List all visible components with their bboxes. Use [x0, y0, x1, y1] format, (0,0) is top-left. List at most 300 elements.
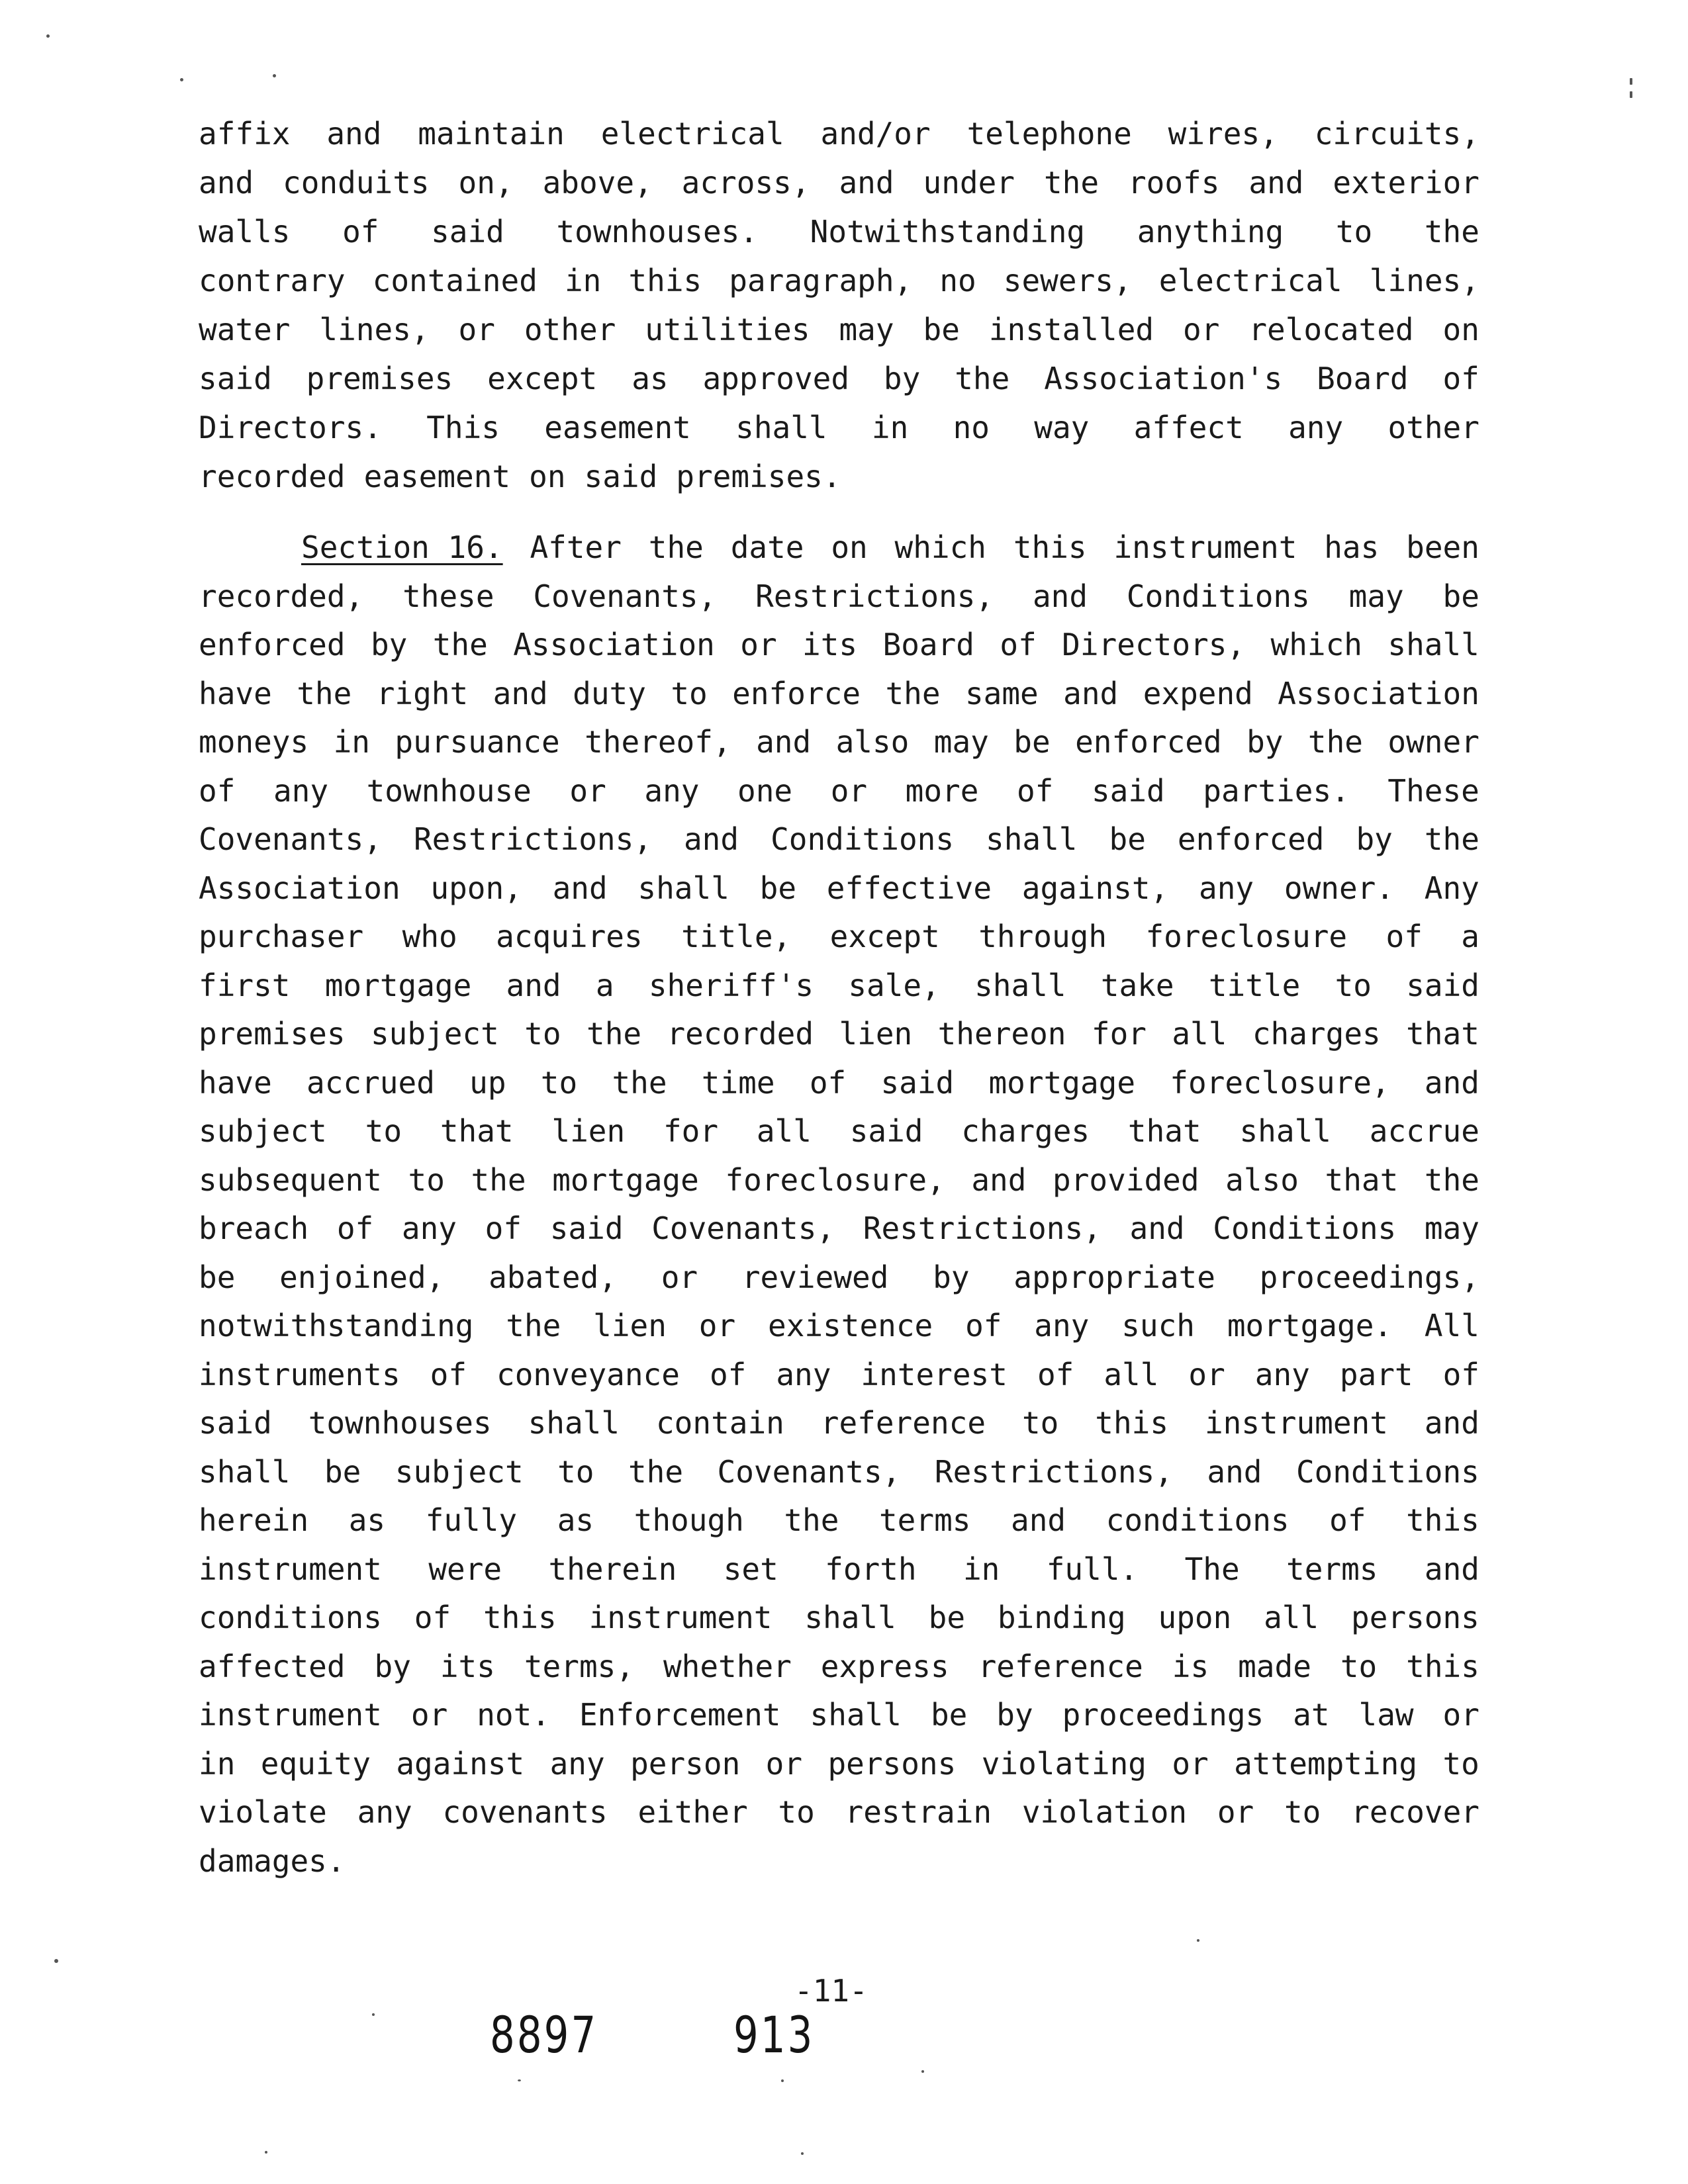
word: at [1293, 1697, 1330, 1733]
word: recorded [667, 1016, 814, 1052]
scan-speck [921, 2070, 924, 2073]
word: reviewed [741, 1259, 889, 1295]
word: and [552, 870, 608, 906]
word: walls [199, 214, 291, 250]
word: Restrictions, [755, 578, 994, 614]
word: the [1424, 1161, 1479, 1198]
word: may [839, 312, 894, 347]
word: instrument [1113, 529, 1297, 565]
word: effective [826, 870, 992, 906]
text-line [199, 403, 1479, 452]
word: full. [1046, 1551, 1139, 1587]
text-line [199, 1788, 1479, 1837]
word: of [430, 1356, 467, 1392]
text-line [199, 912, 1479, 961]
word: all [1172, 1016, 1227, 1052]
word: All [1424, 1308, 1479, 1343]
word: persons [827, 1745, 957, 1782]
word: all [1264, 1600, 1319, 1635]
word: and [839, 165, 894, 201]
word: utilities [645, 312, 810, 347]
word: any [1199, 870, 1254, 906]
word: to [1442, 1745, 1479, 1782]
word: in [564, 263, 602, 298]
word: a [595, 967, 614, 1003]
word: by [1246, 724, 1284, 760]
word: equity [260, 1745, 371, 1782]
word: first [199, 967, 291, 1003]
word: shall [735, 410, 827, 445]
word: conduits [283, 165, 430, 201]
word: for [1091, 1016, 1147, 1052]
word: subject [199, 1113, 327, 1149]
word: Directors. [199, 410, 382, 445]
word: who [402, 919, 457, 954]
word: mortgage [988, 1064, 1136, 1101]
word: Board [1317, 361, 1409, 396]
text-line [301, 523, 1479, 572]
word: premises [199, 1016, 346, 1052]
word: said [584, 459, 658, 494]
word: of [199, 772, 236, 809]
scan-speck [265, 2151, 267, 2154]
word: therein [548, 1551, 677, 1587]
word: and [1424, 1064, 1479, 1101]
word: the [297, 675, 352, 711]
text-line [199, 256, 1479, 305]
recording-page-number: 913 [733, 2005, 815, 2064]
word: owner. [1284, 870, 1395, 906]
word: Any [1424, 870, 1479, 906]
word: parties. [1203, 772, 1350, 809]
word: owner [1387, 724, 1479, 760]
word: Association [1278, 675, 1479, 711]
word: expend [1143, 675, 1253, 711]
word: electrical [600, 116, 784, 152]
word: appropriate [1013, 1259, 1215, 1295]
word: or [458, 312, 495, 347]
text-line [199, 1253, 1479, 1302]
word: exterior [1333, 165, 1479, 201]
text-line [199, 766, 1479, 815]
word: attempting [1234, 1745, 1418, 1782]
word: also [835, 724, 910, 760]
word: be [1109, 821, 1146, 857]
word: the [885, 675, 941, 711]
word: the [955, 361, 1010, 396]
word: law [1358, 1697, 1414, 1733]
word: of [1385, 919, 1423, 954]
word: any [1254, 1356, 1310, 1392]
word: any [549, 1745, 605, 1782]
word: After [530, 529, 622, 565]
word: and [1207, 1453, 1262, 1490]
word: title, [681, 919, 792, 954]
word: affected [199, 1648, 346, 1684]
word: easement [363, 459, 511, 494]
word: as [557, 1502, 594, 1538]
word: Restrictions, [934, 1453, 1173, 1490]
word: to [540, 1064, 578, 1101]
text-line [199, 1545, 1479, 1594]
word: by [883, 361, 921, 396]
recording-book-number: 8897 [490, 2005, 598, 2064]
word: express [820, 1648, 949, 1684]
word: of [965, 1308, 1002, 1343]
word: not. [477, 1697, 550, 1733]
word: by [996, 1697, 1033, 1733]
word: no [939, 263, 976, 298]
text-line [199, 452, 1479, 501]
word: Board [882, 627, 974, 662]
word: terms [878, 1502, 971, 1538]
word: Association's [1044, 361, 1283, 396]
word: acquires [496, 919, 643, 954]
word: relocated [1248, 312, 1414, 347]
word: violation [1021, 1794, 1188, 1830]
word: reference [820, 1405, 986, 1441]
word: has [1324, 529, 1380, 565]
scan-speck [1630, 78, 1632, 85]
text-line [199, 1107, 1479, 1156]
word: violating [981, 1745, 1147, 1782]
word: Association [199, 870, 400, 906]
word: in [199, 1745, 236, 1782]
text-line [199, 1204, 1479, 1253]
word: or [569, 772, 606, 809]
word: and [1424, 1551, 1479, 1587]
word: the [648, 529, 704, 565]
word: contained [372, 263, 538, 298]
word: also [1225, 1161, 1299, 1198]
word: lien [551, 1113, 626, 1149]
word: of [414, 1600, 451, 1635]
word: or [765, 1745, 803, 1782]
word: to [365, 1113, 402, 1149]
word: the [1424, 821, 1479, 857]
word: on, [458, 165, 514, 201]
word: as [632, 361, 669, 396]
word: on [529, 459, 566, 494]
text-line [199, 620, 1479, 669]
text-line [199, 1593, 1479, 1642]
word: one [737, 772, 793, 809]
word: be [928, 1600, 966, 1635]
text-line [199, 961, 1479, 1010]
word: conditions [199, 1600, 382, 1635]
word: any [357, 1794, 412, 1830]
word: shall [810, 1697, 902, 1733]
word: through [978, 919, 1107, 954]
text-line [199, 1496, 1479, 1545]
word: Covenants, [717, 1453, 901, 1490]
word: foreclosure, [725, 1161, 945, 1198]
word: were [428, 1551, 502, 1587]
word: and [199, 165, 254, 201]
word: subsequent [199, 1161, 382, 1198]
word: the [1307, 724, 1363, 760]
word: shall [1387, 627, 1479, 662]
word: purchaser [199, 919, 364, 954]
text-line [199, 1398, 1479, 1447]
word: any [644, 772, 700, 809]
word: have [199, 675, 272, 711]
word: covenants [442, 1794, 608, 1830]
word: time [701, 1064, 775, 1101]
word: in [333, 724, 370, 760]
word: wires, [1168, 116, 1278, 152]
word: the [586, 1016, 642, 1052]
word: the [1043, 165, 1100, 201]
word: may [933, 724, 989, 760]
word: either [637, 1794, 748, 1830]
word: This [426, 410, 500, 445]
word: These [1387, 772, 1479, 809]
word: of [1329, 1502, 1366, 1538]
word: any [401, 1210, 457, 1246]
word: roofs [1127, 165, 1220, 201]
word: Association [513, 627, 715, 662]
word: to [524, 1016, 561, 1052]
word: and [1129, 1210, 1185, 1246]
word: any [1288, 410, 1344, 445]
word: to [557, 1453, 594, 1490]
word: enjoined, [279, 1259, 445, 1295]
word: charges [961, 1113, 1090, 1149]
word: approved [702, 361, 850, 396]
word: proceedings [1062, 1697, 1264, 1733]
word: and [1032, 578, 1088, 614]
word: fully [425, 1502, 518, 1538]
word: and [1063, 675, 1119, 711]
word: Conditions [771, 821, 955, 857]
word: shall [637, 870, 729, 906]
text-line [199, 572, 1479, 621]
word: sheriff's [648, 967, 814, 1003]
word: of [809, 1064, 847, 1101]
word: circuits, [1314, 116, 1479, 152]
word: and [326, 116, 382, 152]
word: the [471, 1161, 526, 1198]
word: telephone [966, 116, 1132, 152]
word: by [370, 627, 408, 662]
word: existence [768, 1308, 933, 1343]
word: instruments [199, 1356, 400, 1392]
word: recorded [199, 459, 346, 494]
text-line [199, 1837, 1479, 1886]
word: shall [199, 1453, 291, 1490]
word: and [683, 821, 739, 857]
word: this [1406, 1648, 1479, 1684]
word: against [396, 1745, 525, 1782]
word: other [1387, 410, 1479, 445]
word: or [830, 772, 868, 809]
word: same [964, 675, 1039, 711]
word: or [1172, 1745, 1209, 1782]
text-line [199, 1350, 1479, 1399]
word: up [469, 1064, 506, 1101]
word: the [506, 1308, 561, 1343]
word: shall [1239, 1113, 1331, 1149]
word: mortgage. [1227, 1308, 1393, 1343]
text-line [199, 158, 1479, 207]
word: and [492, 675, 548, 711]
text-line [199, 354, 1479, 403]
word: of [342, 214, 379, 250]
text-line [199, 1447, 1479, 1496]
text-line [199, 1642, 1479, 1691]
word: title [1208, 967, 1301, 1003]
word: set [723, 1551, 778, 1587]
word: of [1442, 1356, 1479, 1392]
word: enforced [199, 627, 346, 662]
word: upon, [430, 870, 522, 906]
word: be [199, 1259, 236, 1295]
word: of [336, 1210, 374, 1246]
word: instrument [1204, 1405, 1388, 1441]
word: terms [1286, 1551, 1378, 1587]
word: or [410, 1697, 448, 1733]
word: affix [199, 116, 291, 152]
word: and [506, 967, 561, 1003]
word: said [549, 1210, 624, 1246]
word: that [1406, 1016, 1479, 1052]
word: the [784, 1502, 839, 1538]
word: Covenants, [651, 1210, 835, 1246]
word: enforced [1075, 724, 1222, 760]
word: and [1424, 1405, 1479, 1441]
word: terms, [524, 1648, 635, 1684]
word: conditions [1105, 1502, 1289, 1538]
word: proceedings, [1259, 1259, 1479, 1295]
word: the [628, 1453, 684, 1490]
word: such [1121, 1308, 1195, 1343]
word: all [1103, 1356, 1159, 1392]
word: contain [655, 1405, 784, 1441]
word: on [1442, 312, 1479, 347]
word: these [402, 578, 494, 614]
word: this [1406, 1502, 1479, 1538]
word: this [1095, 1405, 1169, 1441]
word: binding [997, 1600, 1126, 1635]
word: to [1340, 1648, 1378, 1684]
word: abated, [489, 1259, 617, 1295]
word: instrument [199, 1551, 382, 1587]
word: mortgage [552, 1161, 699, 1198]
word: way [1034, 410, 1090, 445]
word: sewers, [1003, 263, 1132, 298]
word: to [1335, 967, 1372, 1003]
word: this [483, 1600, 557, 1635]
word: accrue [1369, 1113, 1479, 1149]
word: townhouse [366, 772, 532, 809]
word: by [1356, 821, 1393, 857]
word: no [953, 410, 990, 445]
word: may [1424, 1210, 1479, 1246]
page-number: -11- [794, 1973, 868, 2009]
word: part [1339, 1356, 1413, 1392]
word: be [930, 1697, 968, 1733]
word: may [1348, 578, 1404, 614]
word: right [376, 675, 469, 711]
word: affect [1133, 410, 1244, 445]
text-line [199, 864, 1479, 913]
word: to [778, 1794, 815, 1830]
word: be [324, 1453, 361, 1490]
word: a [1461, 919, 1479, 954]
word: or [1188, 1356, 1225, 1392]
word: of [485, 1210, 522, 1246]
scan-speck [372, 2013, 375, 2016]
scan-speck [801, 2152, 804, 2155]
word: any [776, 1356, 831, 1392]
word: of [1442, 361, 1479, 396]
word: recorded, [199, 578, 364, 614]
word: whether [663, 1648, 792, 1684]
scan-speck [273, 74, 276, 77]
text-line [199, 109, 1479, 158]
word: by [933, 1259, 970, 1295]
word: lines, [1369, 263, 1479, 298]
word: said [849, 1113, 923, 1149]
word: to [1021, 1405, 1059, 1441]
word: to [408, 1161, 445, 1198]
word: interest [861, 1356, 1008, 1392]
word: lien [839, 1016, 913, 1052]
word: that [1325, 1161, 1399, 1198]
text-line [199, 305, 1479, 354]
word: foreclosure [1145, 919, 1348, 954]
word: be [1442, 578, 1479, 614]
word: or [1442, 1697, 1479, 1733]
word: townhouses [308, 1405, 492, 1441]
word: water [199, 312, 291, 347]
word: Directors, [1062, 627, 1246, 662]
word: to [671, 675, 708, 711]
word: any [273, 772, 329, 809]
word: person [630, 1745, 741, 1782]
word: herein [199, 1502, 309, 1538]
word: and [1011, 1502, 1066, 1538]
word: thereon [937, 1016, 1066, 1052]
scan-speck [518, 2079, 521, 2081]
word: of [1000, 627, 1037, 662]
word: said [199, 1405, 272, 1441]
word: that [440, 1113, 514, 1149]
word: this [628, 263, 702, 298]
word: and [756, 724, 812, 760]
word: which [1270, 627, 1362, 662]
word: take [1100, 967, 1174, 1003]
word: accrued [306, 1064, 435, 1101]
word: though [633, 1502, 744, 1538]
section-heading: Section 16. [301, 529, 503, 565]
word: enforce [732, 675, 861, 711]
word: The [1184, 1551, 1240, 1587]
word: foreclosure, [1170, 1064, 1390, 1101]
word: to [1335, 214, 1373, 250]
word: shall [528, 1405, 620, 1441]
word: Covenants, [199, 821, 382, 857]
word: anything [1137, 214, 1284, 250]
word: the [432, 627, 488, 662]
text-line [199, 1009, 1479, 1058]
word: mortgage [324, 967, 472, 1003]
text-line [199, 815, 1479, 864]
word: Conditions [1295, 1453, 1479, 1490]
word: all [756, 1113, 812, 1149]
word: upon [1158, 1600, 1232, 1635]
